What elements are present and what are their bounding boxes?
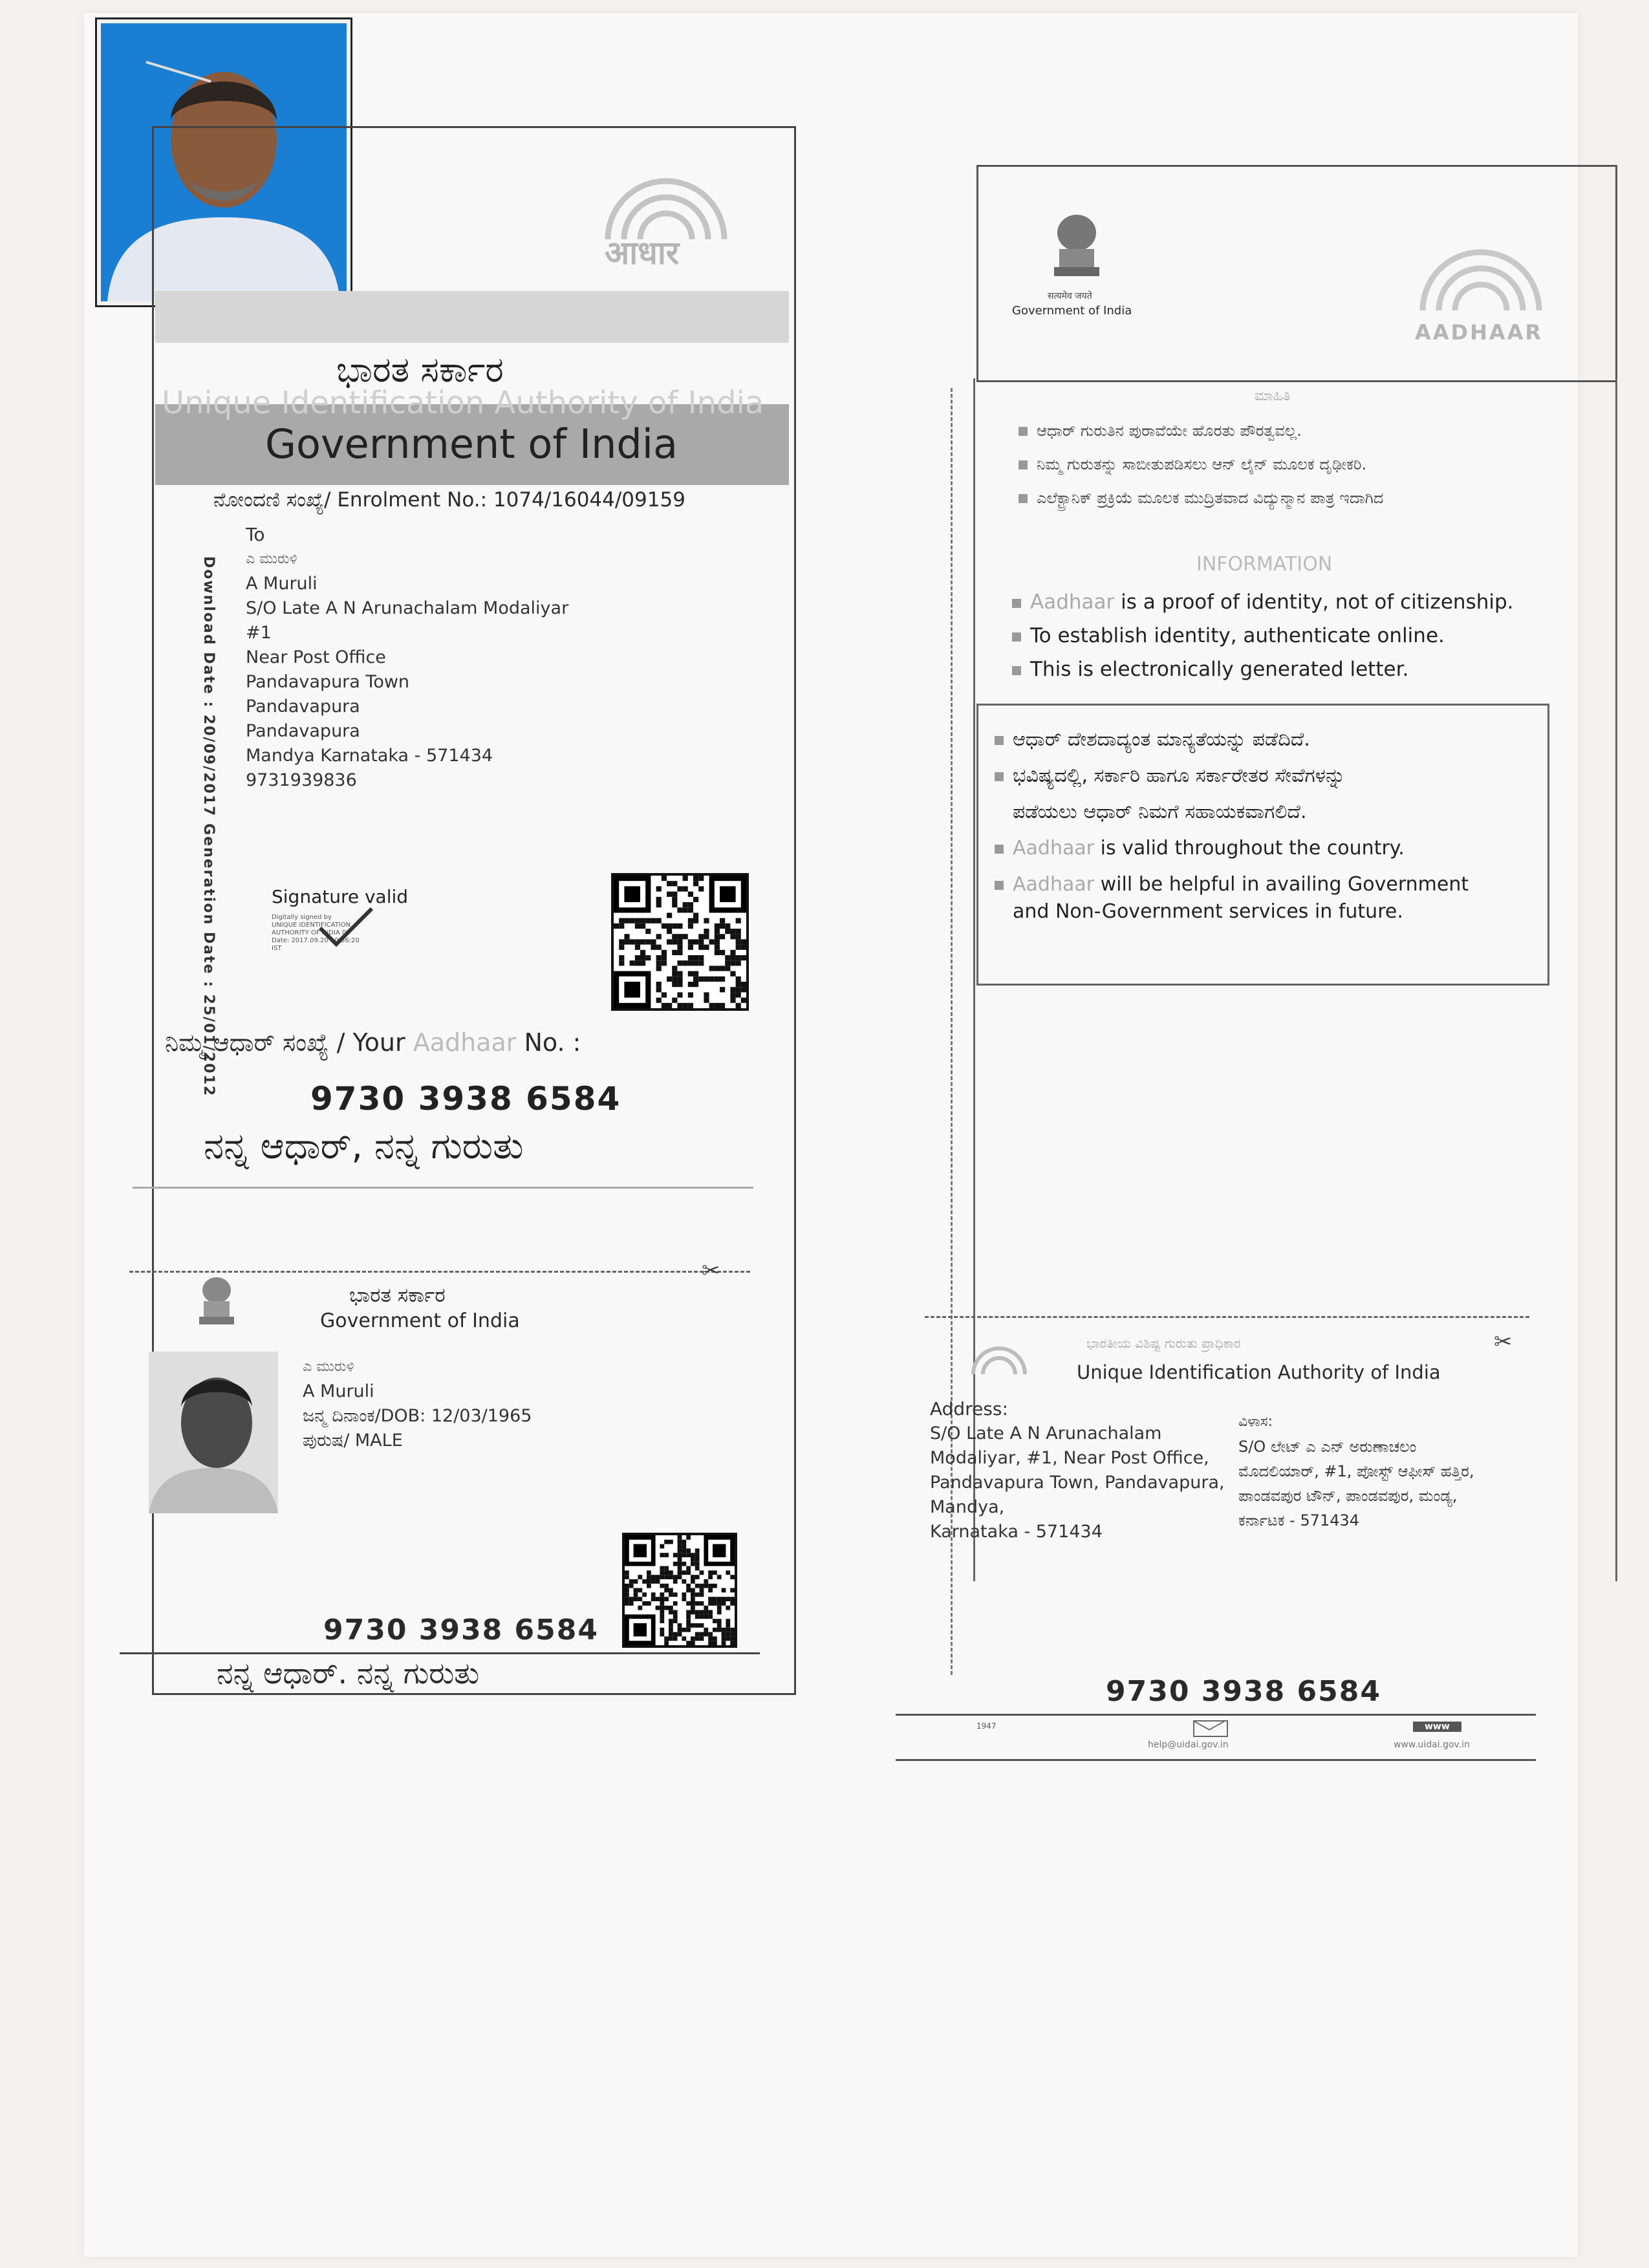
cut-line: [129, 1271, 750, 1273]
aadhaar-fingerprint-icon: [967, 1339, 1031, 1377]
validity-item: [995, 830, 1469, 867]
enrolment-label: ನೋಂದಣಿ ಸಂಖ್ಯೆ/ Enrolment No.:: [213, 488, 488, 512]
emblem-caption-hindi: सत्यमेव जयते: [1048, 291, 1092, 301]
address-line: Near Post Office: [246, 647, 386, 667]
aadhaar-small-logo: [967, 1339, 1031, 1384]
uidai-watermark: Unique Identification Authority of India: [162, 385, 764, 421]
card-dob: ಜನ್ಮ ದಿನಾಂಕ/DOB: 12/03/1965: [303, 1406, 532, 1426]
footer-help-email: help@uidai.gov.in: [1148, 1740, 1229, 1750]
signature-label: Signature valid: [272, 886, 409, 907]
download-generation-date: Download Date : 20/09/2017 Generation Date : 25/01/2012: [200, 556, 217, 1097]
info-item: [1012, 619, 1513, 653]
cut-line: [925, 1316, 1529, 1318]
card-address-kannada: [1238, 1410, 1474, 1533]
signature-detail-line: Digitally signed by: [272, 914, 332, 921]
your-aadhaar-label-kannada: ನಿಮ್ಮ ಆಧಾರ್ ಸಂಖ್ಯೆ: [165, 1028, 329, 1057]
your-aadhaar-label: [165, 1028, 581, 1057]
gov-english-title: Government of India: [265, 420, 678, 468]
validity-item-brand: Aadhaar: [1013, 873, 1095, 896]
to-label: To: [246, 524, 265, 545]
mail-icon: [1193, 1720, 1228, 1737]
info-heading: INFORMATION: [1196, 553, 1333, 576]
phone-number: 9731939836: [246, 770, 357, 790]
card-uidai-english: Unique Identification Authority of India: [1077, 1361, 1441, 1383]
info-item-kannada: ಆಧಾರ್ ಗುರುತಿನ ಪುರಾವೆಯೇ ಹೊರತು ಪೌರತ್ವವಲ್ಲ.: [1018, 414, 1383, 448]
address-line-kannada: ಮೊದಲಿಯಾರ್, #1, ಪೋಸ್ಟ್ ಆಫೀಸ್ ಹತ್ತಿರ,: [1238, 1462, 1474, 1480]
info-heading-kannada: ಮಾಹಿತಿ: [1255, 388, 1291, 404]
enrolment-number: [213, 488, 685, 512]
card-photo: [149, 1352, 278, 1513]
signature-detail-line: AUTHORITY OF INDIA 03: [272, 929, 350, 936]
digital-signature: [272, 886, 453, 953]
info-item-kannada: ಎಲೆಕ್ಟ್ರಾನಿಕ್ ಪ್ರಕ್ರಿಯೆ ಮೂಲಕ ಮುದ್ರಿತವಾದ ವಿದ್ಯುನ್ಮಾನ ಪಾತ್ರ ಇದಾಗಿದ: [1018, 481, 1383, 515]
scissors-icon: ✂: [702, 1258, 720, 1284]
card-name: A Muruli: [303, 1381, 374, 1401]
card-aadhaar-number: 9730 3938 6584: [323, 1614, 599, 1647]
info-item-text: is a proof of identity, not of citizenship.: [1114, 590, 1514, 614]
signature-detail-line: IST: [272, 945, 282, 952]
person-photo-icon: [149, 1352, 278, 1513]
card-address-english: [930, 1397, 1225, 1544]
validity-item-kannada: ಭವಿಷ್ಯದಲ್ಲಿ, ಸರ್ಕಾರಿ ಹಾಗೂ ಸರ್ಕಾರೇತರ ಸೇವೆಗಳನ್ನು: [995, 758, 1469, 794]
your-aadhaar-label-suffix: No. :: [524, 1028, 581, 1057]
card-bottom-rule: [896, 1714, 1536, 1716]
validity-box: [976, 704, 1549, 986]
validity-item-text: is valid throughout the country.: [1094, 837, 1405, 859]
info-list-kannada: [1018, 414, 1383, 515]
card-gov-kannada: ಭಾರತ ಸರ್ಕಾರ: [349, 1284, 446, 1307]
address-line: A Muruli: [246, 574, 318, 594]
address-line: Pandavapura: [246, 697, 360, 717]
national-emblem-icon: [194, 1274, 239, 1332]
card-name-kannada: ಎ ಮುರುಳಿ: [303, 1359, 354, 1375]
validity-box-text: [995, 722, 1469, 930]
footer-phone: 1947: [976, 1722, 997, 1731]
validity-item-cont: and Non-Government services in future.: [1013, 900, 1403, 923]
gov-kannada-title: ಭಾರತ ಸರ್ಕಾರ: [336, 349, 504, 390]
address-line: S/O Late A N Arunachalam Modaliyar: [246, 598, 569, 618]
divider-line: [133, 1187, 753, 1189]
recipient-name-kannada: ಎ ಮುರುಳಿ: [246, 551, 297, 567]
info-item-kannada: ನಿಮ್ಮ ಗುರುತನ್ನು ಸಾಬೀತುಪಡಿಸಲು ಆನ್ ಲೈನ್ ಮೂಲಕ ದೃಢೀಕರಿ.: [1018, 448, 1383, 481]
address-line: Karnataka - 571434: [930, 1522, 1103, 1542]
www-icon: www: [1413, 1722, 1461, 1732]
validity-item-kannada: ಆಧಾರ್ ದೇಶದಾದ್ಯಂತ ಮಾನ್ಯತೆಯನ್ನು ಪಡೆದಿದೆ.: [995, 722, 1469, 758]
address-line-kannada: ಕರ್ನಾಟಕ - 571434: [1238, 1511, 1360, 1529]
address-label: Address:: [930, 1398, 1008, 1420]
validity-item-text: will be helpful in availing Government: [1094, 873, 1469, 896]
footer-website: www.uidai.gov.in: [1394, 1740, 1470, 1750]
info-item: [1012, 585, 1513, 619]
address-label-kannada: ವಿಳಾಸ:: [1238, 1414, 1273, 1430]
card-footer: [896, 1720, 1536, 1761]
scissors-icon: ✂: [1494, 1329, 1513, 1355]
address-line: Pandavapura Town, Pandavapura,: [930, 1473, 1225, 1493]
info-item-brand: Aadhaar: [1030, 590, 1115, 614]
address-line: Mandya,: [930, 1497, 1005, 1517]
emblem-caption: Government of India: [1012, 304, 1132, 318]
card-bottom-rule: [120, 1652, 760, 1654]
card-holder-details: [303, 1355, 532, 1453]
aadhaar-fingerprint-icon: [1403, 239, 1558, 317]
validity-item-brand: Aadhaar: [1013, 837, 1095, 859]
address-line: Pandavapura Town: [246, 672, 410, 692]
national-emblem-icon: [1048, 210, 1106, 288]
info-item-text: To establish identity, authenticate online.: [1030, 624, 1445, 647]
validity-item-kannada-cont: ಪಡೆಯಲು ಆಧಾರ್ ನಿಮಗೆ ಸಹಾಯಕವಾಗಲಿದೆ.: [1013, 801, 1307, 823]
address-line: Modaliyar, #1, Near Post Office,: [930, 1448, 1209, 1468]
recipient-address: [246, 523, 568, 793]
tagline-kannada: ನನ್ನ ಆಧಾರ್, ನನ್ನ ಗುರುತು: [204, 1125, 524, 1167]
qr-code-card: [622, 1533, 737, 1648]
card-aadhaar-number: 9730 3938 6584: [1106, 1675, 1382, 1708]
aadhaar-number-letter: 9730 3938 6584: [310, 1080, 621, 1118]
card-tagline-kannada: ನನ್ನ ಆಧಾರ್. ನನ್ನ ಗುರುತು: [217, 1656, 480, 1690]
qr-code-icon: [614, 876, 746, 1008]
address-line-kannada: ಪಾಂಡವಪುರ ಟೌನ್, ಪಾಂಡವಪುರ, ಮಂಡ್ಯ,: [1238, 1487, 1458, 1505]
aadhaar-logo: [1403, 239, 1571, 349]
info-item-text: This is electronically generated letter.: [1030, 658, 1409, 681]
checkmark-icon: [317, 905, 375, 951]
signature-detail-line: UNIQUE IDENTIFICATION: [272, 922, 351, 929]
qr-code-icon: [625, 1535, 735, 1645]
card-gov-english: Government of India: [320, 1310, 520, 1332]
qr-code-letter: [611, 873, 749, 1011]
info-item: [1012, 653, 1513, 686]
address-line: #1: [246, 623, 272, 643]
your-aadhaar-label-brand: Aadhaar: [413, 1028, 517, 1057]
address-line: Pandavapura: [246, 721, 360, 741]
info-list-english: [1012, 585, 1513, 686]
card-uidai-kannada: ಭಾರತೀಯ ವಿಶಿಷ್ಟ ಗುರುತು ಪ್ರಾಧಿಕಾರ: [1086, 1335, 1241, 1351]
address-line: Mandya Karnataka - 571434: [246, 746, 493, 766]
card-gender: ಪುರುಷ/ MALE: [303, 1431, 403, 1451]
aadhaar-logo-text: AADHAAR: [1415, 320, 1544, 345]
header-light-band: [155, 291, 789, 343]
address-line: S/O Late A N Arunachalam: [930, 1423, 1162, 1443]
aadhaar-logo: [582, 162, 750, 291]
address-line-kannada: S/O ಲೇಟ್ ಎ ಎನ್ ಅರುಣಾಚಲಂ: [1238, 1438, 1417, 1456]
aadhaar-hindi-logo-text: आधार: [605, 234, 680, 272]
signature-detail-line: Date: 2017.09.20 10:36:20: [272, 937, 360, 944]
your-aadhaar-label-english: / Your: [336, 1028, 405, 1057]
enrolment-value: 1074/16044/09159: [493, 488, 685, 512]
